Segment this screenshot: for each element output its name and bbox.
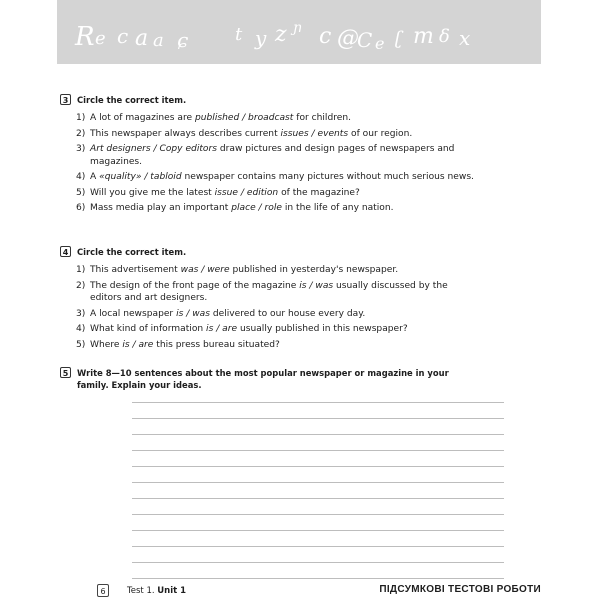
footer-unit: Unit 1 [157,586,187,596]
item-text: A «quality» / tabloid newspaper contains many pictures without much serious news. [90,172,474,182]
deco-glyph: R [75,22,97,52]
item-choice[interactable]: place / role [231,203,282,213]
header-band [57,0,541,64]
answer-line[interactable] [132,546,504,547]
page-footer [57,582,541,600]
answer-line[interactable] [132,402,504,403]
task-5-number: 5 [60,367,71,378]
item-number: 5) [76,339,86,350]
task-5 [60,367,460,391]
answer-lines [132,402,504,594]
item-choice[interactable]: is / are [122,339,154,350]
item-text: Will you give me the latest issue / edition of the magazine? [90,187,360,198]
item-number: 3) [76,144,86,154]
item-choice[interactable]: issues / events [280,128,349,139]
task-3-item-4 [76,171,480,184]
deco-glyph: c [319,24,334,49]
page-number: 6 [97,584,109,597]
item-text: This advertisement was / were published in yesterday's newspaper. [90,265,399,275]
item-number: 4) [76,172,86,182]
answer-line[interactable] [132,514,504,515]
item-choice[interactable]: is / was [299,280,334,291]
deco-glyph: @ [337,26,361,51]
item-number: 2) [76,280,86,291]
decorative-letters [57,6,541,62]
item-number: 1) [76,113,86,123]
footer-test-prefix: Test 1. [127,586,155,596]
task-5-instruction: Write 8—10 sentences about the most popular newspaper or magazine in your family. Explain your ideas. [77,368,449,390]
item-text: Art designers / Copy editors draw pictures and design pages of newspapers and magazines. [90,144,455,167]
deco-glyph: ʗ [395,28,405,49]
task-4-header [60,246,480,258]
item-choice[interactable]: published / broadcast [194,113,294,123]
item-choice[interactable]: is / was [176,308,210,319]
deco-glyph: t [235,24,245,45]
deco-glyph: z [275,22,289,47]
deco-glyph: ɲ [293,20,305,36]
answer-line[interactable] [132,450,504,451]
task-4-item-1 [76,264,480,277]
answer-line[interactable] [132,466,504,467]
task-3 [60,94,480,218]
deco-glyph: δ [439,26,452,47]
answer-line[interactable] [132,482,504,483]
task-3-item-5 [76,187,480,200]
answer-line[interactable] [132,530,504,531]
item-number: 1) [76,265,86,275]
footer-test-label [127,586,186,596]
item-choice[interactable]: «quality» / tabloid [99,172,182,182]
task-4-item-2 [76,280,480,305]
item-choice[interactable]: is / are [206,324,238,334]
task-3-items [76,112,480,215]
deco-glyph: a [153,30,166,51]
task-3-header [60,94,480,106]
task-4 [60,246,480,354]
task-4-item-4 [76,323,480,336]
item-text: What kind of information is / are usually published in this newspaper? [90,324,408,334]
item-text: A local newspaper is / was delivered to our house every day. [90,308,366,319]
item-choice[interactable]: issue / edition [214,187,279,198]
task-3-number: 3 [60,94,71,105]
footer-title: ПІДСУМКОВІ ТЕСТОВІ РОБОТИ [379,584,541,595]
task-3-item-2 [76,128,480,141]
answer-line[interactable] [132,578,504,579]
task-5-header [60,367,460,391]
task-4-item-5 [76,339,480,352]
deco-glyph: a [135,26,151,51]
item-number: 4) [76,324,86,334]
item-number: 5) [76,187,86,198]
answer-line[interactable] [132,434,504,435]
task-4-item-3 [76,308,480,321]
deco-glyph: c [117,24,131,48]
item-number: 6) [76,203,86,213]
item-choice[interactable]: Art designers / Copy editors [90,144,217,154]
task-3-item-1 [76,112,480,125]
item-text: The design of the front page of the magazine is / was usually discussed by the editors and art designers. [90,280,448,303]
answer-line[interactable] [132,562,504,563]
item-choice[interactable]: was / were [180,265,230,275]
item-text: Where is / are this press bureau situated? [90,339,280,350]
item-text: A lot of magazines are published / broadcast for children. [90,113,352,123]
task-3-item-3 [76,143,480,168]
answer-line[interactable] [132,498,504,499]
deco-glyph: x [459,26,473,50]
answer-line[interactable] [132,418,504,419]
task-3-instruction: Circle the correct item. [77,95,187,105]
deco-glyph: e [375,34,387,53]
deco-glyph: e [95,28,108,49]
item-number: 2) [76,128,86,139]
task-4-items [76,264,480,351]
deco-glyph: y [255,26,269,50]
task-4-instruction: Circle the correct item. [77,247,187,257]
task-3-item-6 [76,202,480,215]
deco-glyph: m [413,24,436,49]
item-number: 3) [76,308,86,319]
deco-glyph: ɕ [177,28,191,52]
task-4-number: 4 [60,246,71,257]
item-text: Mass media play an important place / role in the life of any nation. [90,203,394,213]
item-text: This newspaper always describes current issues / events of our region. [90,128,413,139]
deco-glyph: C [357,28,375,52]
